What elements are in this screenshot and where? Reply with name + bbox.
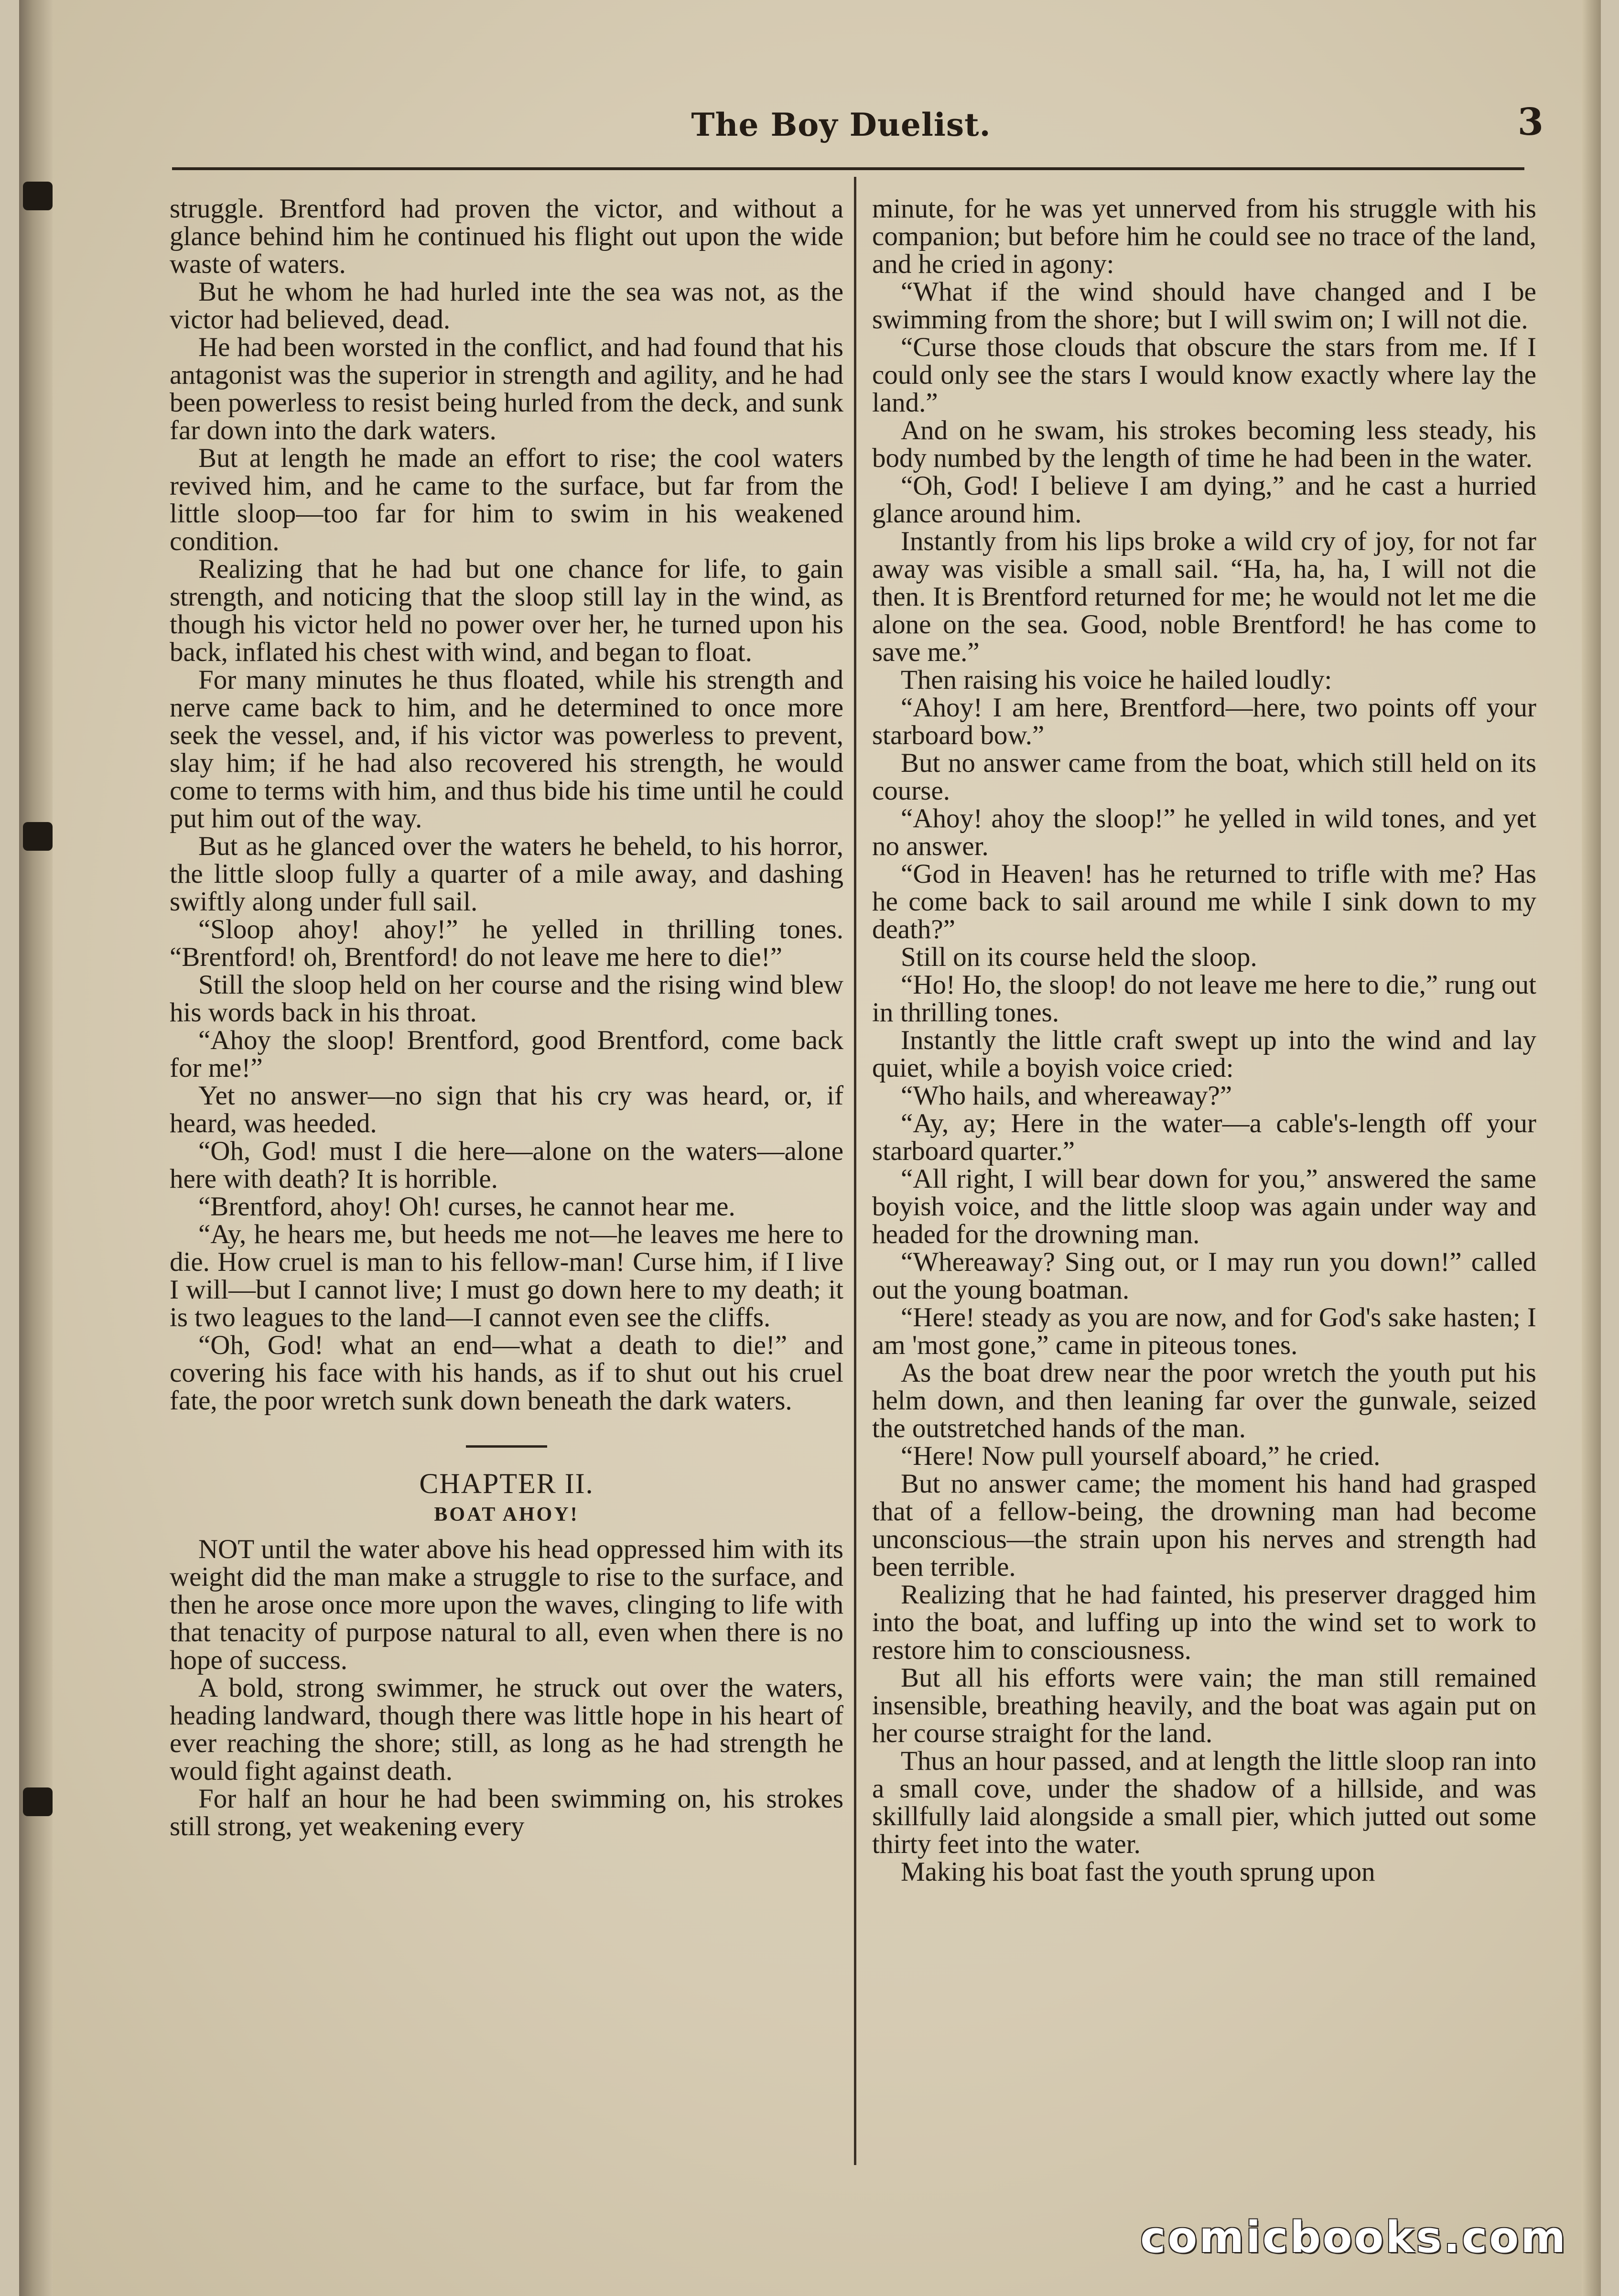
binding-stitch bbox=[23, 1787, 53, 1816]
chapter-rule bbox=[466, 1445, 547, 1448]
paragraph: But as he glanced over the waters he beheld, to his horror, the little sloop fully a quarter of a mile away, and dashing swiftly along under full sail. bbox=[170, 831, 843, 917]
paragraph: “Ay, ay; Here in the water—a cable's-length off your starboard quarter.” bbox=[872, 1108, 1536, 1166]
paragraph: Still on its course held the sloop. bbox=[901, 942, 1257, 972]
paragraph: Instantly the little craft swept up into the wind and lay quiet, while a boyish voice cried: bbox=[872, 1025, 1536, 1083]
paragraph: minute, for he was yet unnerved from his struggle with his companion; but before him he could see no trace of the land, and he cried in agony: bbox=[872, 195, 1536, 279]
paragraph: For many minutes he thus floated, while his strength and nerve came back to him, and he determined to once more seek the vessel, and, if his victor was powerless to prevent, slay him; if he had also recovered his strength, he would come to terms with him, and thus bide his time until he could put him out of the way. bbox=[170, 665, 843, 834]
paragraph: “Curse those clouds that obscure the stars from me. If I could only see the stars I would know exactly where lay the land.” bbox=[872, 332, 1536, 418]
paragraph: “Who hails, and whereaway?” bbox=[901, 1081, 1232, 1111]
left-column bbox=[170, 195, 843, 2164]
paragraph: “Ay, he hears me, but heeds me not—he leaves me here to die. How cruel is man to his fellow-man! Curse him, if I live I will—but I cannot live; I must go down here to my death; it is two leagues to the land—I cannot even see the cliffs. bbox=[170, 1219, 843, 1332]
paragraph: “Here! steady as you are now, and for God's sake hasten; I am 'most gone,” came in piteous tones. bbox=[872, 1302, 1536, 1360]
paragraph: “Sloop ahoy! ahoy!” he yelled in thrilling tones. “Brentford! oh, Brentford! do not leave me here to die!” bbox=[170, 914, 843, 972]
paragraph: “Oh, God! I believe I am dying,” and he cast a hurried glance around him. bbox=[872, 471, 1536, 529]
paragraph: struggle. Brentford had proven the victor, and without a glance behind him he continued his flight out upon the wide waste of waters. bbox=[170, 195, 843, 279]
paragraph: NOT until the water above his head oppressed him with its weight did the man make a struggle to rise to the surface, and then he arose once more upon the waves, clinging to life with that tenacity of purpose natural to all, even when there is no hope of success. bbox=[170, 1534, 843, 1675]
left-column-paragraphs bbox=[170, 195, 843, 1415]
paragraph: But he whom he had hurled inte the sea was not, as the victor had believed, dead. bbox=[170, 277, 843, 335]
paragraph: And on he swam, his strokes becoming less steady, his body numbed by the length of time he had been in the water. bbox=[872, 415, 1536, 473]
paragraph: “Oh, God! what an end—what a death to die!” and covering his face with his hands, as if to shut out his cruel fate, the poor wretch sunk down beneath the dark waters. bbox=[170, 1330, 843, 1416]
right-column-paragraphs bbox=[872, 195, 1536, 1886]
paragraph: “Ahoy the sloop! Brentford, good Brentford, come back for me!” bbox=[170, 1025, 843, 1083]
paragraph: Instantly from his lips broke a wild cry of joy, for not far away was visible a small sail. “Ha, ha, ha, I will not die then. It is Brentford returned for me; he would not let me die alone on the sea. Good, noble Brentford! he has come to save me.” bbox=[872, 526, 1536, 667]
page-binding bbox=[19, 0, 53, 2296]
chapter-paragraphs bbox=[170, 1536, 843, 1841]
paragraph: But at length he made an effort to rise; the cool waters revived him, and he came to the surface, but far from the little sloop—too far for him to swim in his weakened condition. bbox=[170, 443, 843, 556]
paragraph: Making his boat fast the youth sprung upon bbox=[901, 1857, 1375, 1887]
paragraph: Yet no answer—no sign that his cry was heard, or, if heard, was heeded. bbox=[170, 1081, 843, 1138]
paragraph: “Ahoy! ahoy the sloop!” he yelled in wild tones, and yet no answer. bbox=[872, 803, 1536, 861]
paragraph: A bold, strong swimmer, he struck out over the waters, heading landward, though there was little hope in his heart of ever reaching the shore; still, as long as he had strength he would fight against death. bbox=[170, 1673, 843, 1786]
paragraph: “What if the wind should have changed and I be swimming from the shore; but I will swim on; I will not die. bbox=[872, 277, 1536, 335]
binding-stitch bbox=[23, 182, 53, 210]
paragraph: But all his efforts were vain; the man still remained insensible, breathing heavily, and the boat was again put on her course straight for the land. bbox=[872, 1663, 1536, 1748]
magazine-page bbox=[19, 0, 1601, 2296]
paragraph: But no answer came; the moment his hand had grasped that of a fellow-being, the drowning man had become unconscious—the strain upon his nerves and strength had been terrible. bbox=[872, 1469, 1536, 1582]
right-column bbox=[872, 195, 1536, 2164]
paragraph: He had been worsted in the conflict, and had found that his antagonist was the superior in strength and agility, and he had been powerless to resist being hurled from the deck, and sunk far down into the dark waters. bbox=[170, 332, 843, 445]
chapter-title: CHAPTER II. bbox=[419, 1468, 594, 1499]
paragraph: Realizing that he had fainted, his preserver dragged him into the boat, and luffing up into the wind set to work to restore him to consciousness. bbox=[872, 1580, 1536, 1665]
binding-stitch bbox=[23, 822, 53, 851]
running-head-title: The Boy Duelist. bbox=[691, 106, 991, 143]
paragraph: “Oh, God! must I die here—alone on the waters—alone here with death? It is horrible. bbox=[170, 1136, 843, 1194]
column-divider bbox=[854, 177, 856, 2165]
paragraph: “Ahoy! I am here, Brentford—here, two points off your starboard bow.” bbox=[872, 693, 1536, 750]
paragraph: “All right, I will bear down for you,” answered the same boyish voice, and the little sloop was again under way and headed for the drowning man. bbox=[872, 1164, 1536, 1249]
chapter-subtitle: BOAT AHOY! bbox=[434, 1504, 579, 1526]
paragraph: “Whereaway? Sing out, or I may run you down!” called out the young boatman. bbox=[872, 1247, 1536, 1305]
paragraph: Realizing that he had but one chance for life, to gain strength, and noticing that the sloop still lay in the wind, as though his victor held no power over her, he turned upon his back, inflated his chest with wind, and began to float. bbox=[170, 554, 843, 667]
paragraph: Then raising his voice he hailed loudly: bbox=[901, 665, 1332, 695]
paragraph: “Ho! Ho, the sloop! do not leave me here to die,” rung out in thrilling tones. bbox=[872, 970, 1536, 1028]
paragraph: “God in Heaven! has he returned to trifle with me? Has he come back to sail around me while I sink down to my death?” bbox=[872, 859, 1536, 944]
paragraph: Thus an hour passed, and at length the little sloop ran into a small cove, under the shadow of a hillside, and was skillfully laid alongside a small pier, which jutted out some thirty feet into the water. bbox=[872, 1746, 1536, 1859]
page-number: 3 bbox=[1517, 100, 1543, 144]
paragraph: “Brentford, ahoy! Oh! curses, he cannot hear me. bbox=[198, 1191, 735, 1222]
page-edge bbox=[1582, 0, 1601, 2296]
paragraph: But no answer came from the boat, which still held on its course. bbox=[872, 748, 1536, 806]
paragraph: Still the sloop held on her course and the rising wind blew his words back in his throat. bbox=[170, 970, 843, 1028]
watermark: comicbooks.com bbox=[1140, 2212, 1567, 2263]
paragraph: As the boat drew near the poor wretch the youth put his helm down, and then leaning far over the gunwale, seized the outstretched hands of the man. bbox=[872, 1358, 1536, 1443]
header-rule bbox=[172, 167, 1524, 170]
paragraph: “Here! Now pull yourself aboard,” he cried. bbox=[901, 1441, 1381, 1471]
paragraph: For half an hour he had been swimming on, his strokes still strong, yet weakening every bbox=[170, 1784, 843, 1841]
